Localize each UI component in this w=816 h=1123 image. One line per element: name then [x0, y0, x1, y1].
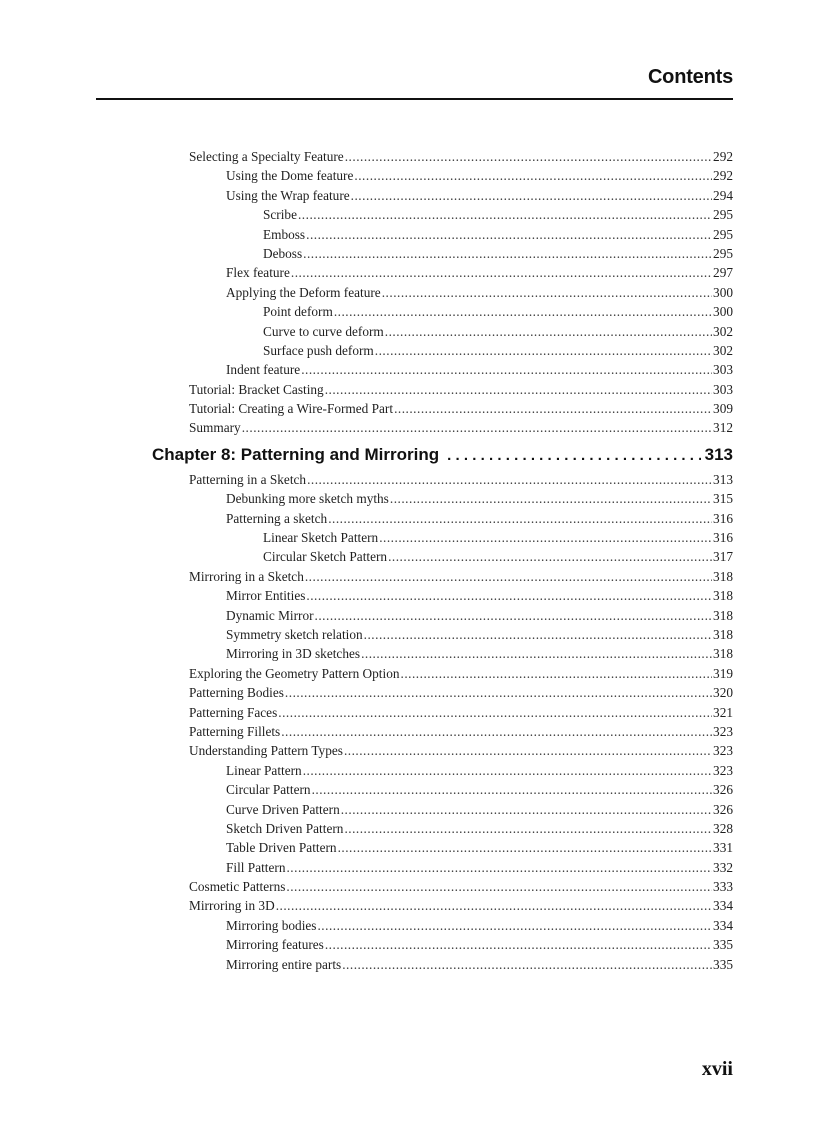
toc-entry-page: 295: [713, 245, 733, 261]
toc-entry: [152, 244, 733, 263]
toc-entry-title: Linear Sketch Pattern: [263, 530, 379, 546]
toc-entry: [152, 470, 733, 489]
toc-entry-page: 300: [713, 304, 733, 320]
toc-entry-page: 318: [713, 588, 733, 604]
toc-entry-page: 317: [713, 549, 733, 565]
dot-leader: [298, 205, 712, 224]
toc-entry-title: Debunking more sketch myths: [226, 491, 389, 507]
toc-entry-title: Scribe: [263, 207, 297, 223]
toc-entry-title: Sketch Driven Pattern: [226, 820, 344, 836]
toc-entry-page: 313: [713, 471, 733, 487]
dot-leader: [447, 441, 700, 470]
toc-entry: [152, 528, 733, 547]
toc-entry-page: 318: [713, 626, 733, 642]
toc-entry-title: Flex feature: [226, 265, 290, 281]
toc-entry-page: 328: [713, 820, 733, 836]
toc-entry: [152, 955, 733, 974]
toc-entry-title: Table Driven Pattern: [226, 840, 337, 856]
toc-entry: [152, 858, 733, 877]
dot-leader: [285, 683, 712, 702]
dot-leader: [276, 896, 712, 915]
page-number: xvii: [701, 1058, 733, 1080]
toc-entry-title: Mirroring in 3D: [189, 898, 275, 914]
chapter-heading: [152, 440, 733, 470]
dot-leader: [375, 341, 712, 360]
toc-entry: [152, 741, 733, 760]
toc-entry: [152, 703, 733, 722]
toc-entry: [152, 683, 733, 702]
dot-leader: [390, 489, 712, 508]
dot-leader: [364, 625, 712, 644]
dot-leader: [351, 186, 712, 205]
chapter-title: Chapter 8: Patterning and Mirroring: [152, 444, 440, 464]
toc-entry-title: Understanding Pattern Types: [189, 743, 343, 759]
toc-entry-page: 335: [713, 937, 733, 953]
toc-entry: [152, 780, 733, 799]
toc-entry-title: Using the Wrap feature: [226, 187, 350, 203]
toc-entry: [152, 606, 733, 625]
toc-entry: [152, 509, 733, 528]
toc-entry-title: Mirroring bodies: [226, 917, 317, 933]
toc-entry-page: 302: [713, 342, 733, 358]
dot-leader: [338, 838, 712, 857]
toc-entry-page: 302: [713, 323, 733, 339]
toc-entry-title: Selecting a Specialty Feature: [189, 149, 344, 164]
toc-entry: [152, 761, 733, 780]
toc-entry-title: Point deform: [263, 304, 333, 320]
dot-leader: [305, 567, 712, 586]
toc-entry-title: Patterning Faces: [189, 704, 278, 720]
toc-entry-title: Applying the Deform feature: [226, 284, 381, 300]
toc-entry-title: Cosmetic Patterns: [189, 879, 286, 895]
toc-entry: [152, 800, 733, 819]
toc-entry-title: Mirror Entities: [226, 588, 306, 604]
dot-leader: [286, 877, 712, 896]
toc-entry-page: 316: [713, 510, 733, 526]
dot-leader: [328, 509, 712, 528]
toc-entry: [152, 838, 733, 857]
toc-entry: [152, 896, 733, 915]
toc-entry-page: 292: [713, 168, 733, 184]
toc-entry-title: Patterning Fillets: [189, 723, 281, 739]
toc-entry-page: 321: [713, 704, 733, 720]
toc-entry-title: Mirroring in 3D sketches: [226, 646, 361, 662]
dot-leader: [286, 858, 712, 877]
dot-leader: [385, 322, 712, 341]
dot-leader: [315, 606, 713, 625]
toc-entry: [152, 819, 733, 838]
toc-entry-title: Symmetry sketch relation: [226, 626, 363, 642]
toc-entry-page: 297: [713, 265, 733, 281]
dot-leader: [325, 935, 712, 954]
dot-leader: [306, 586, 712, 605]
dot-leader: [301, 360, 712, 379]
dot-leader: [379, 528, 712, 547]
toc-entry: [152, 263, 733, 282]
toc-entry: [152, 341, 733, 360]
toc-entry-page: 323: [713, 723, 733, 739]
toc-entry-title: Circular Pattern: [226, 782, 311, 798]
toc-entry: [152, 360, 733, 379]
dot-leader: [325, 380, 712, 399]
toc-entry-page: 334: [713, 898, 733, 914]
toc-entry-page: 295: [713, 226, 733, 242]
toc-entry-page: 303: [713, 381, 733, 397]
dot-leader: [278, 703, 712, 722]
toc-entry-title: Patterning a sketch: [226, 510, 328, 526]
toc-entry-title: Mirroring features: [226, 937, 324, 953]
dot-leader: [303, 761, 712, 780]
toc-entry-title: Curve Driven Pattern: [226, 801, 340, 817]
toc-entry-page: 335: [713, 956, 733, 972]
toc-entry: [152, 380, 733, 399]
dot-leader: [334, 302, 712, 321]
dot-leader: [341, 800, 712, 819]
toc-entry: [152, 567, 733, 586]
toc-entry: [152, 547, 733, 566]
toc-entry-title: Surface push deform: [263, 342, 374, 358]
toc-entry: [152, 586, 733, 605]
toc-entry: [152, 644, 733, 663]
toc-entry-page: 326: [713, 782, 733, 798]
chapter-page: 313: [704, 444, 733, 464]
toc-entry: [152, 916, 733, 935]
toc-entry: [152, 283, 733, 302]
toc-entry-title: Using the Dome feature: [226, 168, 354, 184]
toc-entry-page: 315: [713, 491, 733, 507]
dot-leader: [307, 470, 712, 489]
toc-entry-page: 295: [713, 207, 733, 223]
toc-entry-title: Exploring the Geometry Pattern Option: [189, 665, 400, 681]
toc-entry-page: 320: [713, 685, 733, 701]
toc-entry: [152, 722, 733, 741]
toc-entry: [152, 322, 733, 341]
toc-entry-page: 333: [713, 879, 733, 895]
dot-leader: [317, 916, 712, 935]
toc-entry-title: Mirroring entire parts: [226, 956, 342, 972]
toc-entry-page: 294: [713, 187, 733, 203]
toc-entry: [152, 302, 733, 321]
dot-leader: [312, 780, 712, 799]
toc-entry: [152, 166, 733, 185]
dot-leader: [291, 263, 712, 282]
dot-leader: [306, 225, 712, 244]
toc-entry: [152, 625, 733, 644]
toc-entry-page: 332: [713, 859, 733, 875]
toc-entry-title: Patterning in a Sketch: [189, 471, 307, 487]
toc-entry-page: 319: [713, 665, 733, 681]
toc-entry-page: 334: [713, 917, 733, 933]
toc-entry-page: 300: [713, 284, 733, 300]
toc-entry: [152, 664, 733, 683]
toc-entry-page: 309: [713, 401, 733, 417]
toc-entry-title: Fill Pattern: [226, 859, 286, 875]
toc-entry: [152, 205, 733, 224]
toc-entry-title: Mirroring in a Sketch: [189, 568, 304, 584]
toc-entry-title: Linear Pattern: [226, 762, 302, 778]
toc-entry-title: Circular Sketch Pattern: [263, 549, 388, 565]
toc-entry: [152, 225, 733, 244]
toc-entry-title: Deboss: [263, 245, 303, 261]
toc-entry-title: Dynamic Mirror: [226, 607, 314, 623]
toc-entry-title: Summary: [189, 420, 241, 436]
toc-entry-page: 323: [713, 743, 733, 759]
toc-entry-title: Tutorial: Bracket Casting: [189, 381, 324, 397]
toc-entry-page: 316: [713, 530, 733, 546]
toc-entry: [152, 186, 733, 205]
toc-entry-title: Indent feature: [226, 362, 301, 378]
dot-leader: [242, 418, 712, 437]
dot-leader: [388, 547, 712, 566]
running-head-title: Contents: [647, 66, 733, 88]
toc-entry-page: 318: [713, 646, 733, 662]
dot-leader: [281, 722, 712, 741]
toc-entry-page: 326: [713, 801, 733, 817]
dot-leader: [344, 741, 712, 760]
dot-leader: [344, 819, 712, 838]
toc-entry: [152, 399, 733, 418]
toc-entry: [152, 147, 733, 166]
toc-entry: [152, 489, 733, 508]
dot-leader: [345, 147, 712, 166]
toc-entry-page: 318: [713, 607, 733, 623]
toc-entry-page: 303: [713, 362, 733, 378]
dot-leader: [354, 166, 712, 185]
toc-entry-page: 323: [713, 762, 733, 778]
toc-entry-title: Emboss: [263, 226, 306, 242]
header-rule: [96, 98, 733, 100]
toc-entry-title: Curve to curve deform: [263, 323, 384, 339]
toc-entry-page: 318: [713, 568, 733, 584]
toc-entry-page: 331: [713, 840, 733, 856]
dot-leader: [342, 955, 712, 974]
toc-entry: [152, 418, 733, 437]
toc-entry-title: Patterning Bodies: [189, 685, 284, 701]
toc-entry-page: 292: [713, 149, 733, 164]
dot-leader: [303, 244, 712, 263]
dot-leader: [361, 644, 712, 663]
toc-entry: [152, 877, 733, 896]
toc-entry-title: Tutorial: Creating a Wire-Formed Part: [189, 401, 394, 417]
dot-leader: [401, 664, 713, 683]
toc-entry: [152, 935, 733, 954]
table-of-contents: [152, 147, 733, 974]
dot-leader: [394, 399, 712, 418]
toc-entry-page: 312: [713, 420, 733, 436]
dot-leader: [382, 283, 712, 302]
